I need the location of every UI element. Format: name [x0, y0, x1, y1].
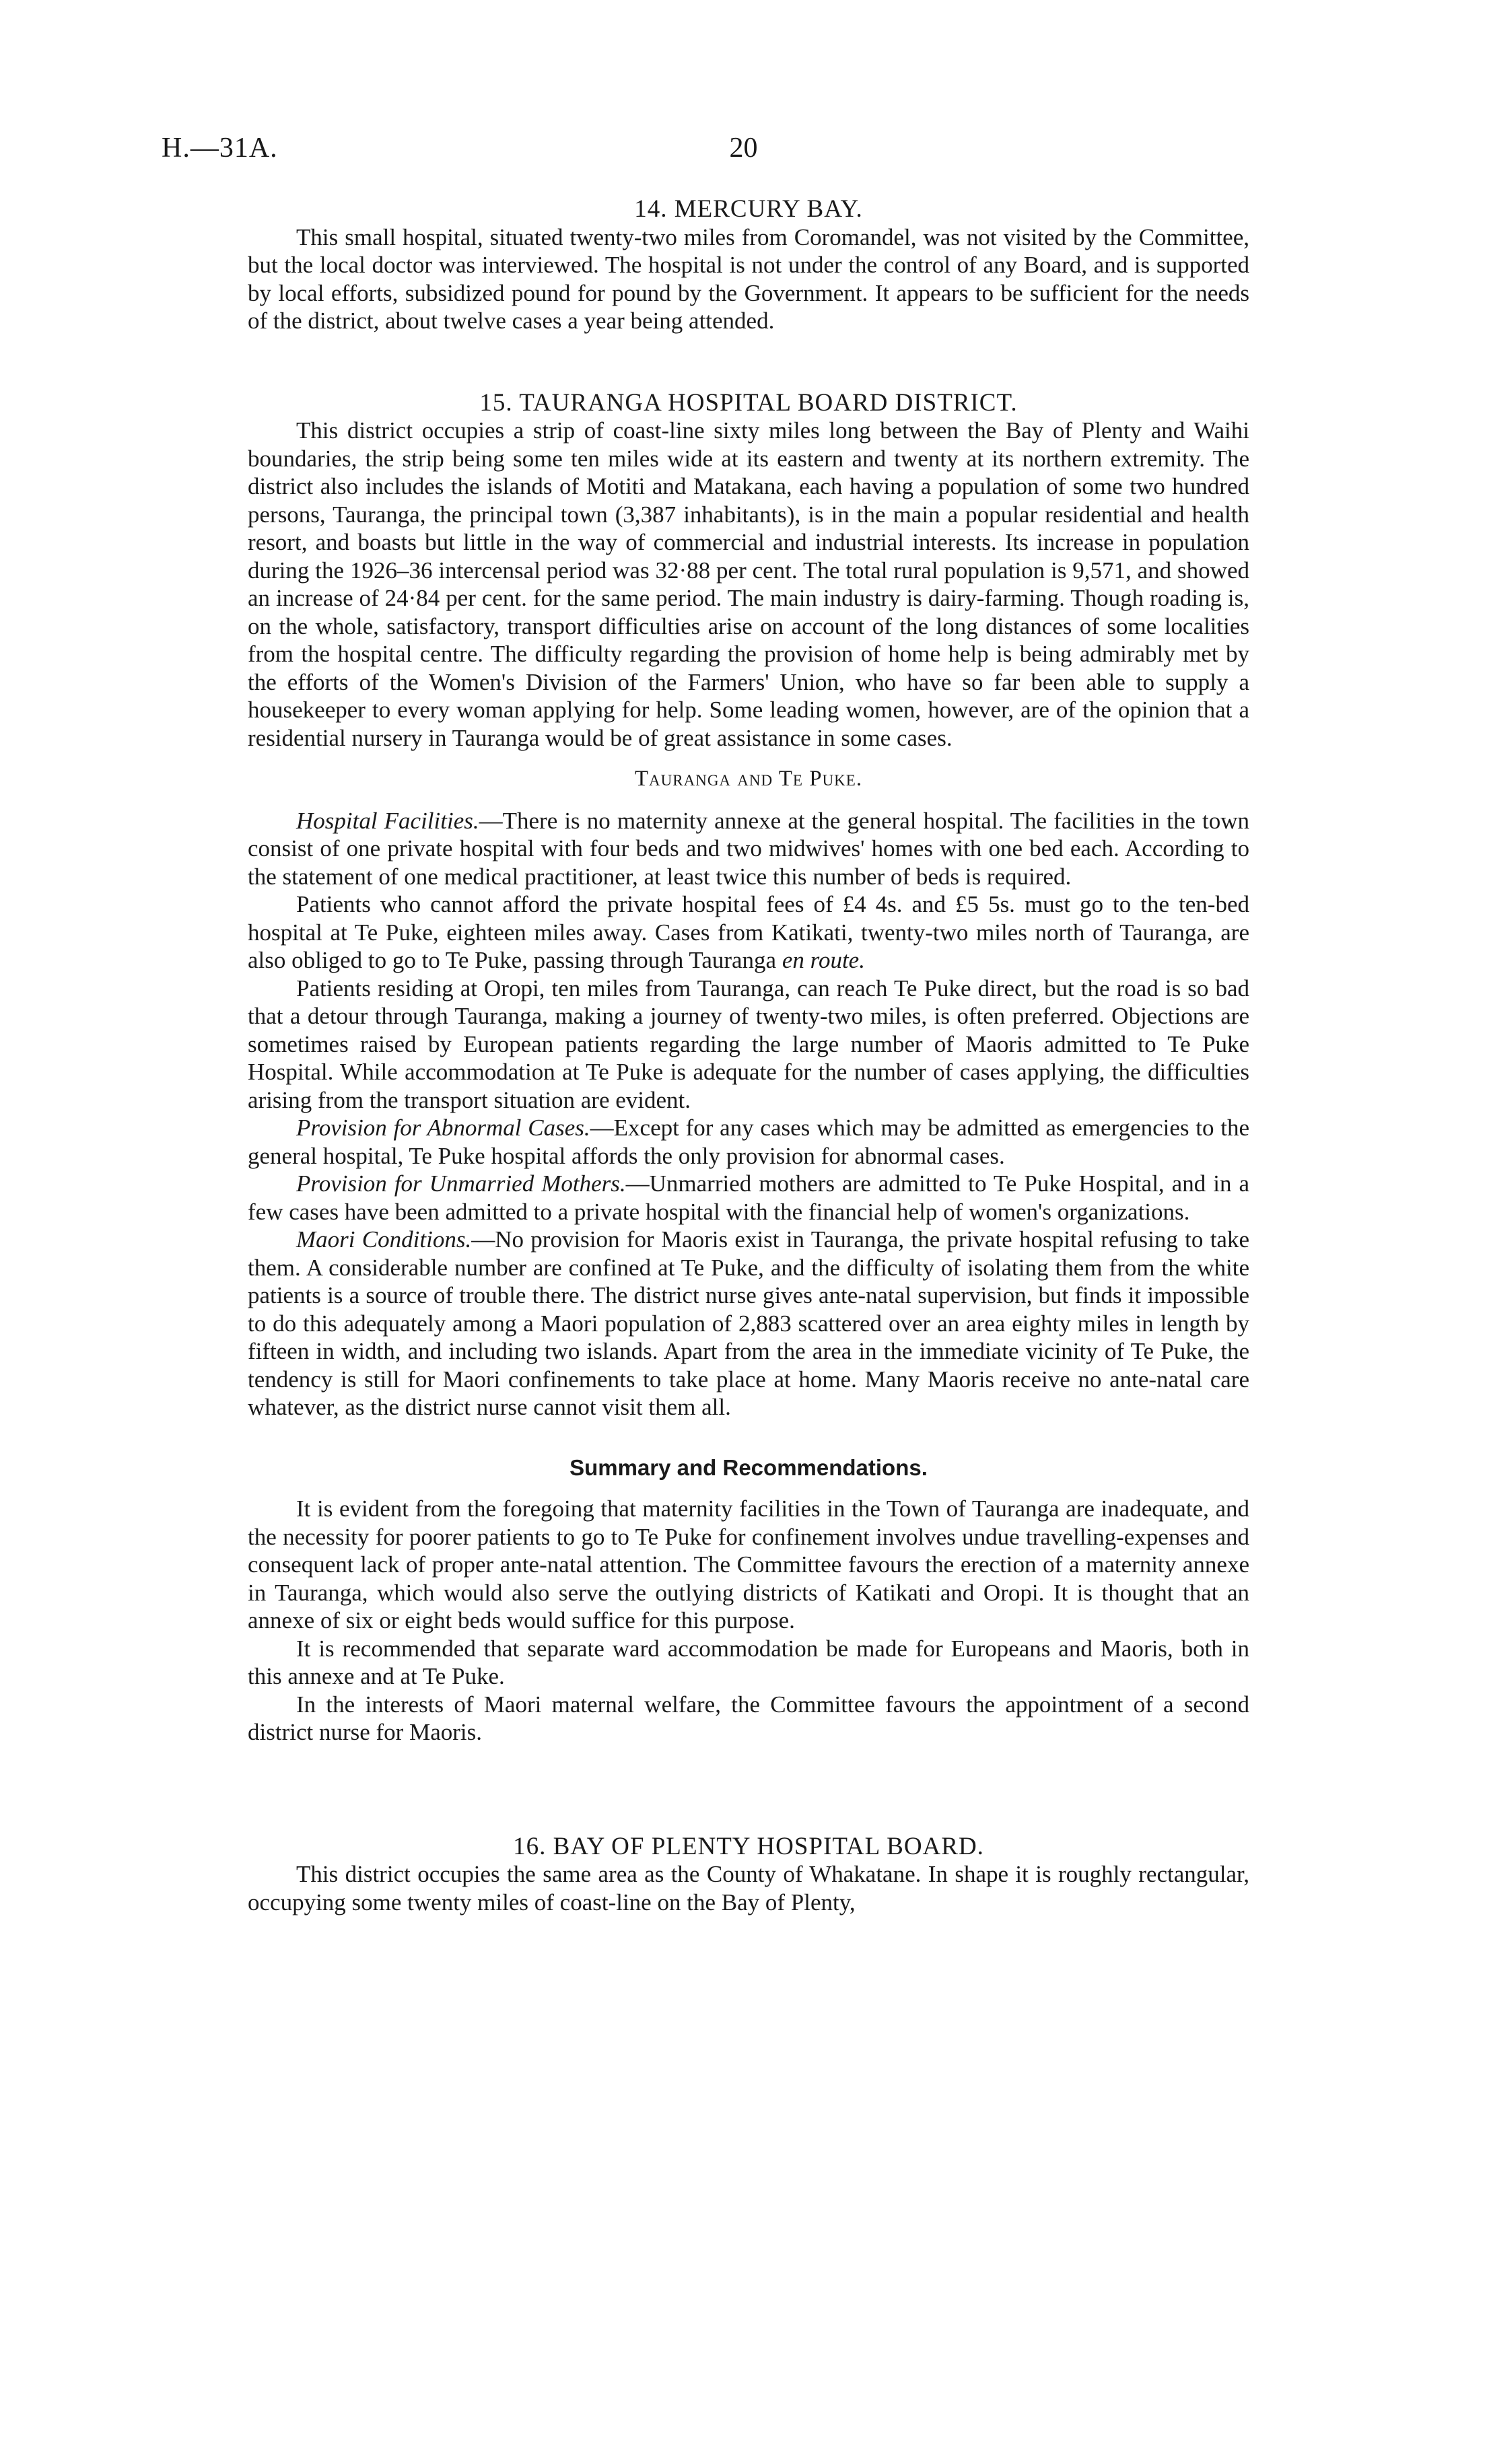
abnormal-cases-text: —Except for any cases which may be admitted as emergencies to the general hospital, Te Puke hospital affords the only provision for abnormal cases.	[248, 1115, 1250, 1169]
abnormal-cases-paragraph	[248, 1114, 1249, 1170]
section-15-title: 15. TAURANGA HOSPITAL BOARD DISTRICT.	[479, 388, 1018, 417]
tauranga-te-puke-subheading: Tauranga and Te Puke.	[634, 767, 863, 791]
maori-conditions-label: Maori Conditions.	[296, 1226, 472, 1253]
summary-heading: Summary and Recommendations.	[569, 1454, 928, 1480]
maori-conditions-paragraph	[248, 1226, 1249, 1421]
document-reference: H.—31A.	[162, 133, 278, 164]
section-16-paragraph: This district occupies the same area as the County of Whakatane. In shape it is roughly rectangular, occupying some twenty miles of coast-line on the Bay of Plenty,	[248, 1861, 1249, 1915]
section-15-intro-paragraph: This district occupies a strip of coast-line sixty miles long between the Bay of Plenty and Waihi boundaries, the strip being some ten miles wide at its eastern and twenty at its northern extremity. The district also includes the islands of Motiti and Matakana, each having a population of some two hundred persons, Tauranga, the principal town (3,387 inhabitants), is in the main a popular residential and health resort, and boasts but little in the way of commercial and industrial interests. Its increase in population during the 1926–36 intercensal period was 32·88 per cent. The total rural population is 9,571, and showed an increase of 24·84 per cent. for the same period. The main industry is dairy-farming. Though roading is, on the whole, satisfactory, transport difficulties arise on account of the long distances of some localities from the hospital centre. The difficulty regarding the provision of home help is being admirably met by the efforts of the Women's Division of the Farmers' Union, who have so far been able to supply a housekeeper to every woman applying for help. Some leading women, however, are of the opinion that a residential nursery in Tauranga would be of great assistance in some cases.	[248, 417, 1249, 751]
page-number: 20	[729, 133, 758, 164]
summary-paragraph-1: It is evident from the foregoing that maternity facilities in the Town of Tauranga are inadequate, and the necessity for poorer patients to go to Te Puke for confinement involves undue travelling-expenses and consequent lack of proper ante-natal attention. The Committee favours the erection of a maternity annexe in Tauranga, which would also serve the outlying districts of Katikati and Oropi. It is thought that an annexe of six or eight beds would suffice for this purpose.	[248, 1495, 1249, 1633]
hospital-facilities-text: —There is no maternity annexe at the general hospital. The facilities in the town consist of one private hospital with four beds and two midwives' homes with one bed each. According to the statement of one medical practitioner, at least twice this number of beds is required.	[248, 807, 1249, 890]
unmarried-mothers-text: —Unmarried mothers are admitted to Te Puke Hospital, and in a few cases have been admitted to a private hospital with the financial help of women's organizations.	[248, 1170, 1249, 1225]
hospital-facilities-paragraph	[248, 807, 1249, 891]
en-route-italic: en route.	[782, 947, 865, 973]
private-fees-text: Patients who cannot afford the private hospital fees of £4 4s. and £5 5s. must go to the ten-bed hospital at Te Puke, eighteen miles away. Cases from Katikati, twenty-two miles north of Tauranga, are also obliged to go to Te Puke, passing through Tauranga	[248, 891, 1249, 973]
abnormal-cases-label: Provision for Abnormal Cases.	[296, 1115, 590, 1141]
unmarried-mothers-paragraph	[248, 1170, 1249, 1226]
maori-conditions-text: —No provision for Maoris exist in Tauranga, the private hospital refusing to take them. A considerable number are confined at Te Puke, and the difficulty of isolating them from the white patients is a source of trouble there. The district nurse gives ante-natal supervision, but finds it impossible to do this adequately among a Maori population of 2,883 scattered over an area eighty miles in length by fifteen in width, and including two islands. Apart from the area in the immediate vicinity of Te Puke, the tendency is still for Maori confinements to take place at home. Many Maoris receive no ante-natal care whatever, as the district nurse cannot visit them all.	[248, 1226, 1249, 1420]
section-14-paragraph: This small hospital, situated twenty-two miles from Coromandel, was not visited by the Committee, but the local doctor was interviewed. The hospital is not under the control of any Board, and is supported by local efforts, subsidized pound for pound by the Government. It appears to be sufficient for the needs of the district, about twelve cases a year being attended.	[248, 223, 1249, 334]
summary-paragraph-3: In the interests of Maori maternal welfare, the Committee favours the appointment of a second district nurse for Maoris.	[248, 1691, 1249, 1745]
summary-paragraph-2: It is recommended that separate ward accommodation be made for Europeans and Maoris, both in this annexe and at Te Puke.	[248, 1635, 1249, 1689]
oropi-paragraph: Patients residing at Oropi, ten miles from Tauranga, can reach Te Puke direct, but the road is so bad that a detour through Tauranga, making a journey of twenty-two miles, is often preferred. Objections are sometimes raised by European patients regarding the large number of Maoris admitted to Te Puke Hospital. While accommodation at Te Puke is adequate for the number of cases applying, the difficulties arising from the transport situation are evident.	[248, 975, 1249, 1113]
section-14-title: 14. MERCURY BAY.	[634, 195, 863, 223]
page-body	[248, 195, 1249, 1916]
hospital-facilities-label: Hospital Facilities.	[296, 807, 479, 834]
private-fees-paragraph	[248, 890, 1249, 975]
section-16-title: 16. BAY OF PLENTY HOSPITAL BOARD.	[513, 1832, 984, 1860]
unmarried-mothers-label: Provision for Unmarried Mothers.	[296, 1170, 626, 1197]
page-header	[0, 132, 1487, 172]
